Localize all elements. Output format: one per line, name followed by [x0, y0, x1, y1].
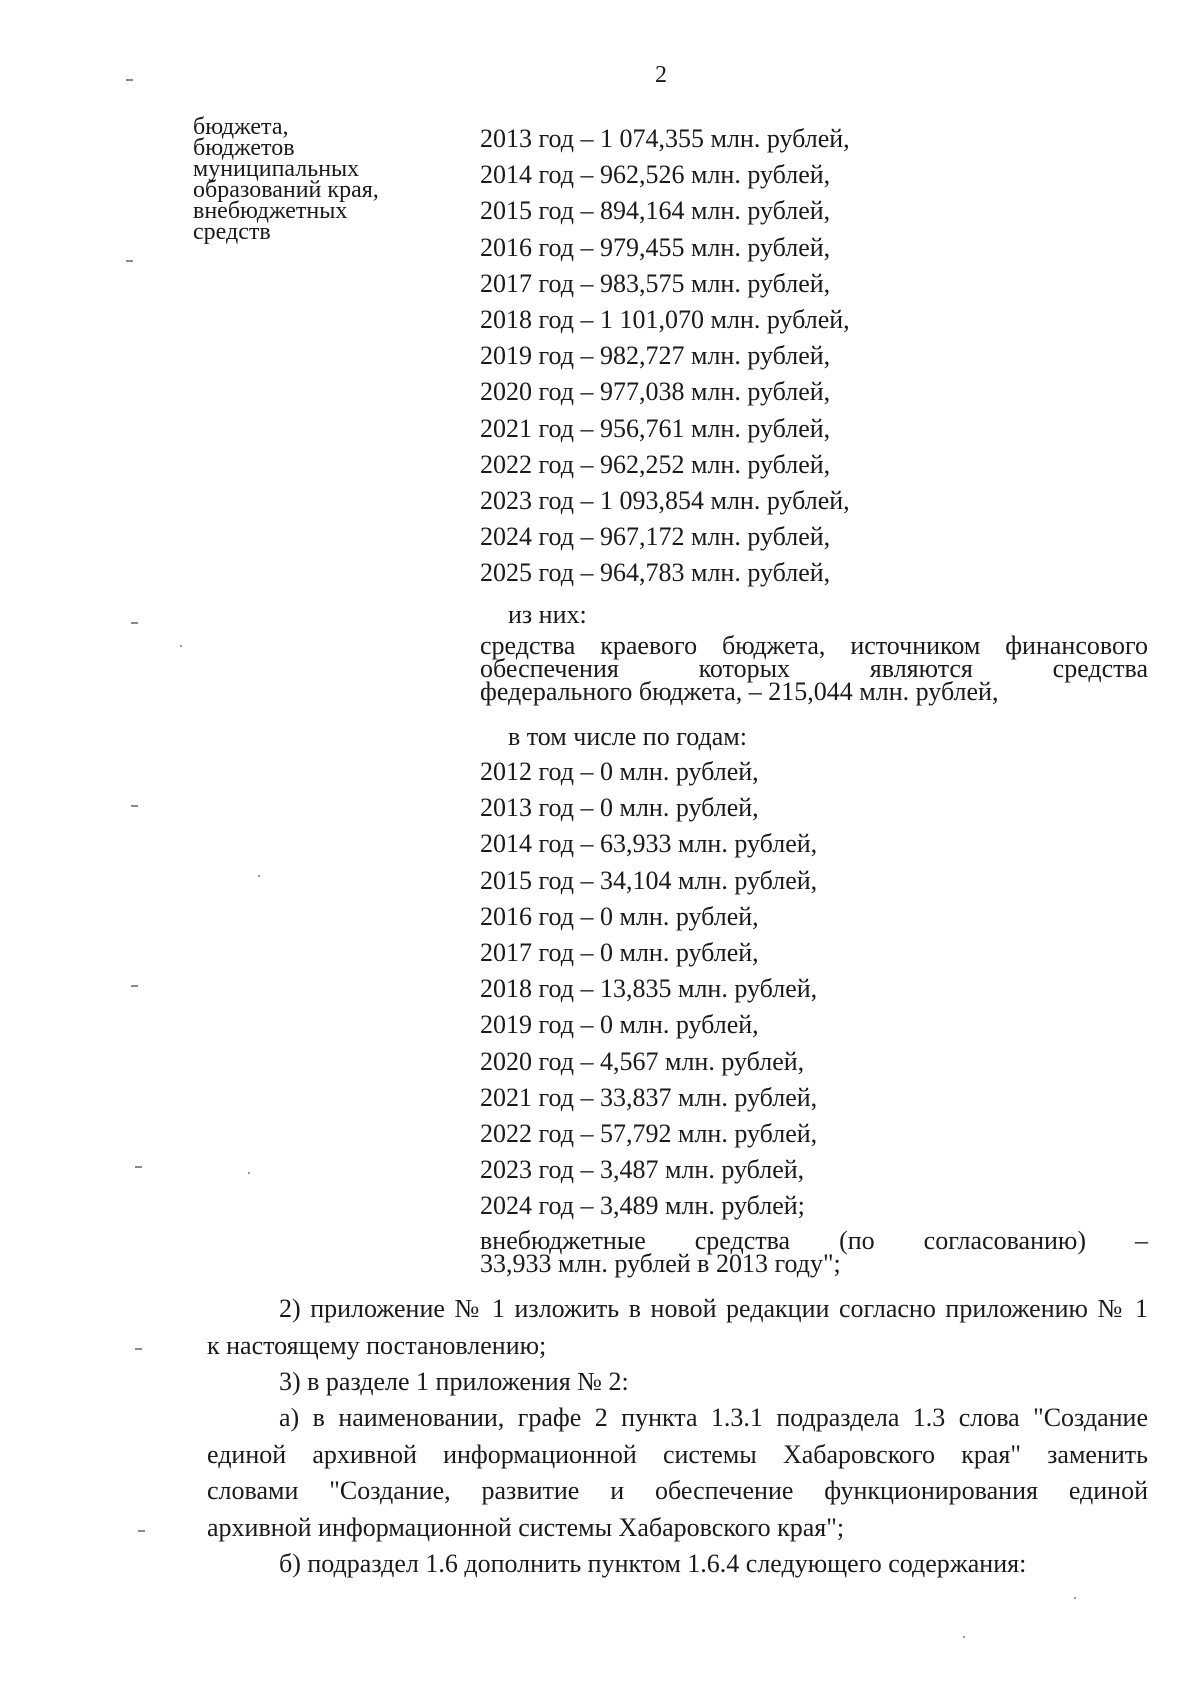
paragraph-line: б) подраздел 1.6 дополнить пунктом 1.6.4 следующего содержания: [279, 1549, 1027, 1578]
scan-dot [248, 1172, 250, 1174]
paragraph-line: 2) приложение № 1 изложить в новой редакции согласно приложению № 1 [279, 1294, 1148, 1323]
paragraph-line: словами "Создание, развитие и обеспечение функционирования единой [207, 1476, 1148, 1505]
year-line: 2013 год – 0 млн. рублей, [480, 793, 759, 823]
of-which-label: из них: [508, 600, 587, 629]
scan-mark [138, 1530, 145, 1532]
year-line: 2017 год – 0 млн. рублей, [480, 938, 759, 968]
federal-funding-by-year-list [480, 754, 817, 1225]
item-3-heading [207, 1364, 1148, 1401]
label-line: бюджета, [193, 114, 289, 140]
scan-mark [131, 985, 138, 987]
scan-mark [131, 622, 138, 624]
scan-mark [126, 260, 133, 262]
scan-dot [1074, 1597, 1076, 1599]
year-line: 2020 год – 977,038 млн. рублей, [480, 377, 831, 407]
year-line: 2023 год – 1 093,854 млн. рублей, [480, 486, 850, 516]
label-line: образований края, [193, 177, 379, 203]
paragraph-line: внебюджетные средства (по согласованию) – [480, 1226, 1148, 1255]
year-line: 2019 год – 0 млн. рублей, [480, 1010, 759, 1040]
paragraph-line: а) в наименовании, графе 2 пункта 1.3.1 подраздела 1.3 слова "Создание [279, 1403, 1148, 1432]
year-line: 2022 год – 962,252 млн. рублей, [480, 449, 831, 479]
year-line: 2015 год – 894,164 млн. рублей, [480, 196, 831, 226]
year-line: 2019 год – 982,727 млн. рублей, [480, 341, 831, 371]
year-line: 2014 год – 962,526 млн. рублей, [480, 160, 831, 190]
year-line: 2013 год – 1 074,355 млн. рублей, [480, 124, 850, 153]
year-line: 2015 год – 34,104 млн. рублей, [480, 865, 818, 895]
year-line: 2023 год – 3,487 млн. рублей, [480, 1155, 805, 1185]
scan-dot [180, 645, 182, 647]
year-line: 2018 год – 13,835 млн. рублей, [480, 974, 818, 1004]
year-line: 2017 год – 983,575 млн. рублей, [480, 268, 831, 298]
year-line: 2014 год – 63,933 млн. рублей, [480, 829, 818, 859]
year-line: 2024 год – 3,489 млн. рублей; [480, 1191, 805, 1221]
paragraph-line: средства краевого бюджета, источником финансового [480, 631, 1148, 660]
year-line: 2021 год – 33,837 млн. рублей, [480, 1082, 818, 1112]
scan-mark [135, 1348, 142, 1350]
paragraph-line: к настоящему постановлению; [207, 1330, 547, 1360]
item-2-paragraph [207, 1291, 1148, 1364]
paragraph-line: обеспечения которых являются средства [480, 654, 1148, 683]
item-3a-paragraph [207, 1400, 1148, 1546]
federal-budget-paragraph [480, 631, 1148, 706]
by-years-label: в том числе по годам: [508, 722, 747, 751]
paragraph-line: федерального бюджета, – 215,044 млн. рублей, [480, 677, 999, 706]
scan-dot [963, 1636, 965, 1638]
year-line: 2016 год – 979,455 млн. рублей, [480, 232, 831, 262]
item-3b-paragraph [207, 1546, 1148, 1583]
funding-source-label [193, 114, 433, 245]
scan-dot [258, 875, 260, 877]
page-number: 2 [655, 62, 667, 88]
extra-budget-paragraph [480, 1226, 1148, 1278]
year-line: 2025 год – 964,783 млн. рублей, [480, 558, 831, 588]
scan-mark [135, 1166, 142, 1168]
year-line: 2021 год – 956,761 млн. рублей, [480, 413, 831, 443]
year-line: 2012 год – 0 млн. рублей, [480, 757, 759, 786]
paragraph-line: единой архивной информационной системы Хабаровского края" заменить [207, 1439, 1148, 1469]
year-line: 2022 год – 57,792 млн. рублей, [480, 1119, 818, 1149]
year-line: 2024 год – 967,172 млн. рублей, [480, 522, 831, 552]
paragraph-line: 3) в разделе 1 приложения № 2: [279, 1367, 629, 1396]
total-funding-by-year-list [480, 121, 850, 592]
label-line: бюджетов [193, 135, 295, 161]
paragraph-line: 33,933 млн. рублей в 2013 году"; [480, 1249, 841, 1278]
label-line: средств [193, 219, 271, 245]
scan-mark [126, 79, 133, 81]
paragraph-line: архивной информационной системы Хабаровского края"; [207, 1512, 845, 1542]
scan-mark [131, 805, 138, 807]
label-line: муниципальных [193, 156, 360, 182]
year-line: 2018 год – 1 101,070 млн. рублей, [480, 305, 850, 335]
year-line: 2020 год – 4,567 млн. рублей, [480, 1046, 805, 1076]
label-line: внебюджетных [193, 198, 348, 224]
year-line: 2016 год – 0 млн. рублей, [480, 901, 759, 931]
